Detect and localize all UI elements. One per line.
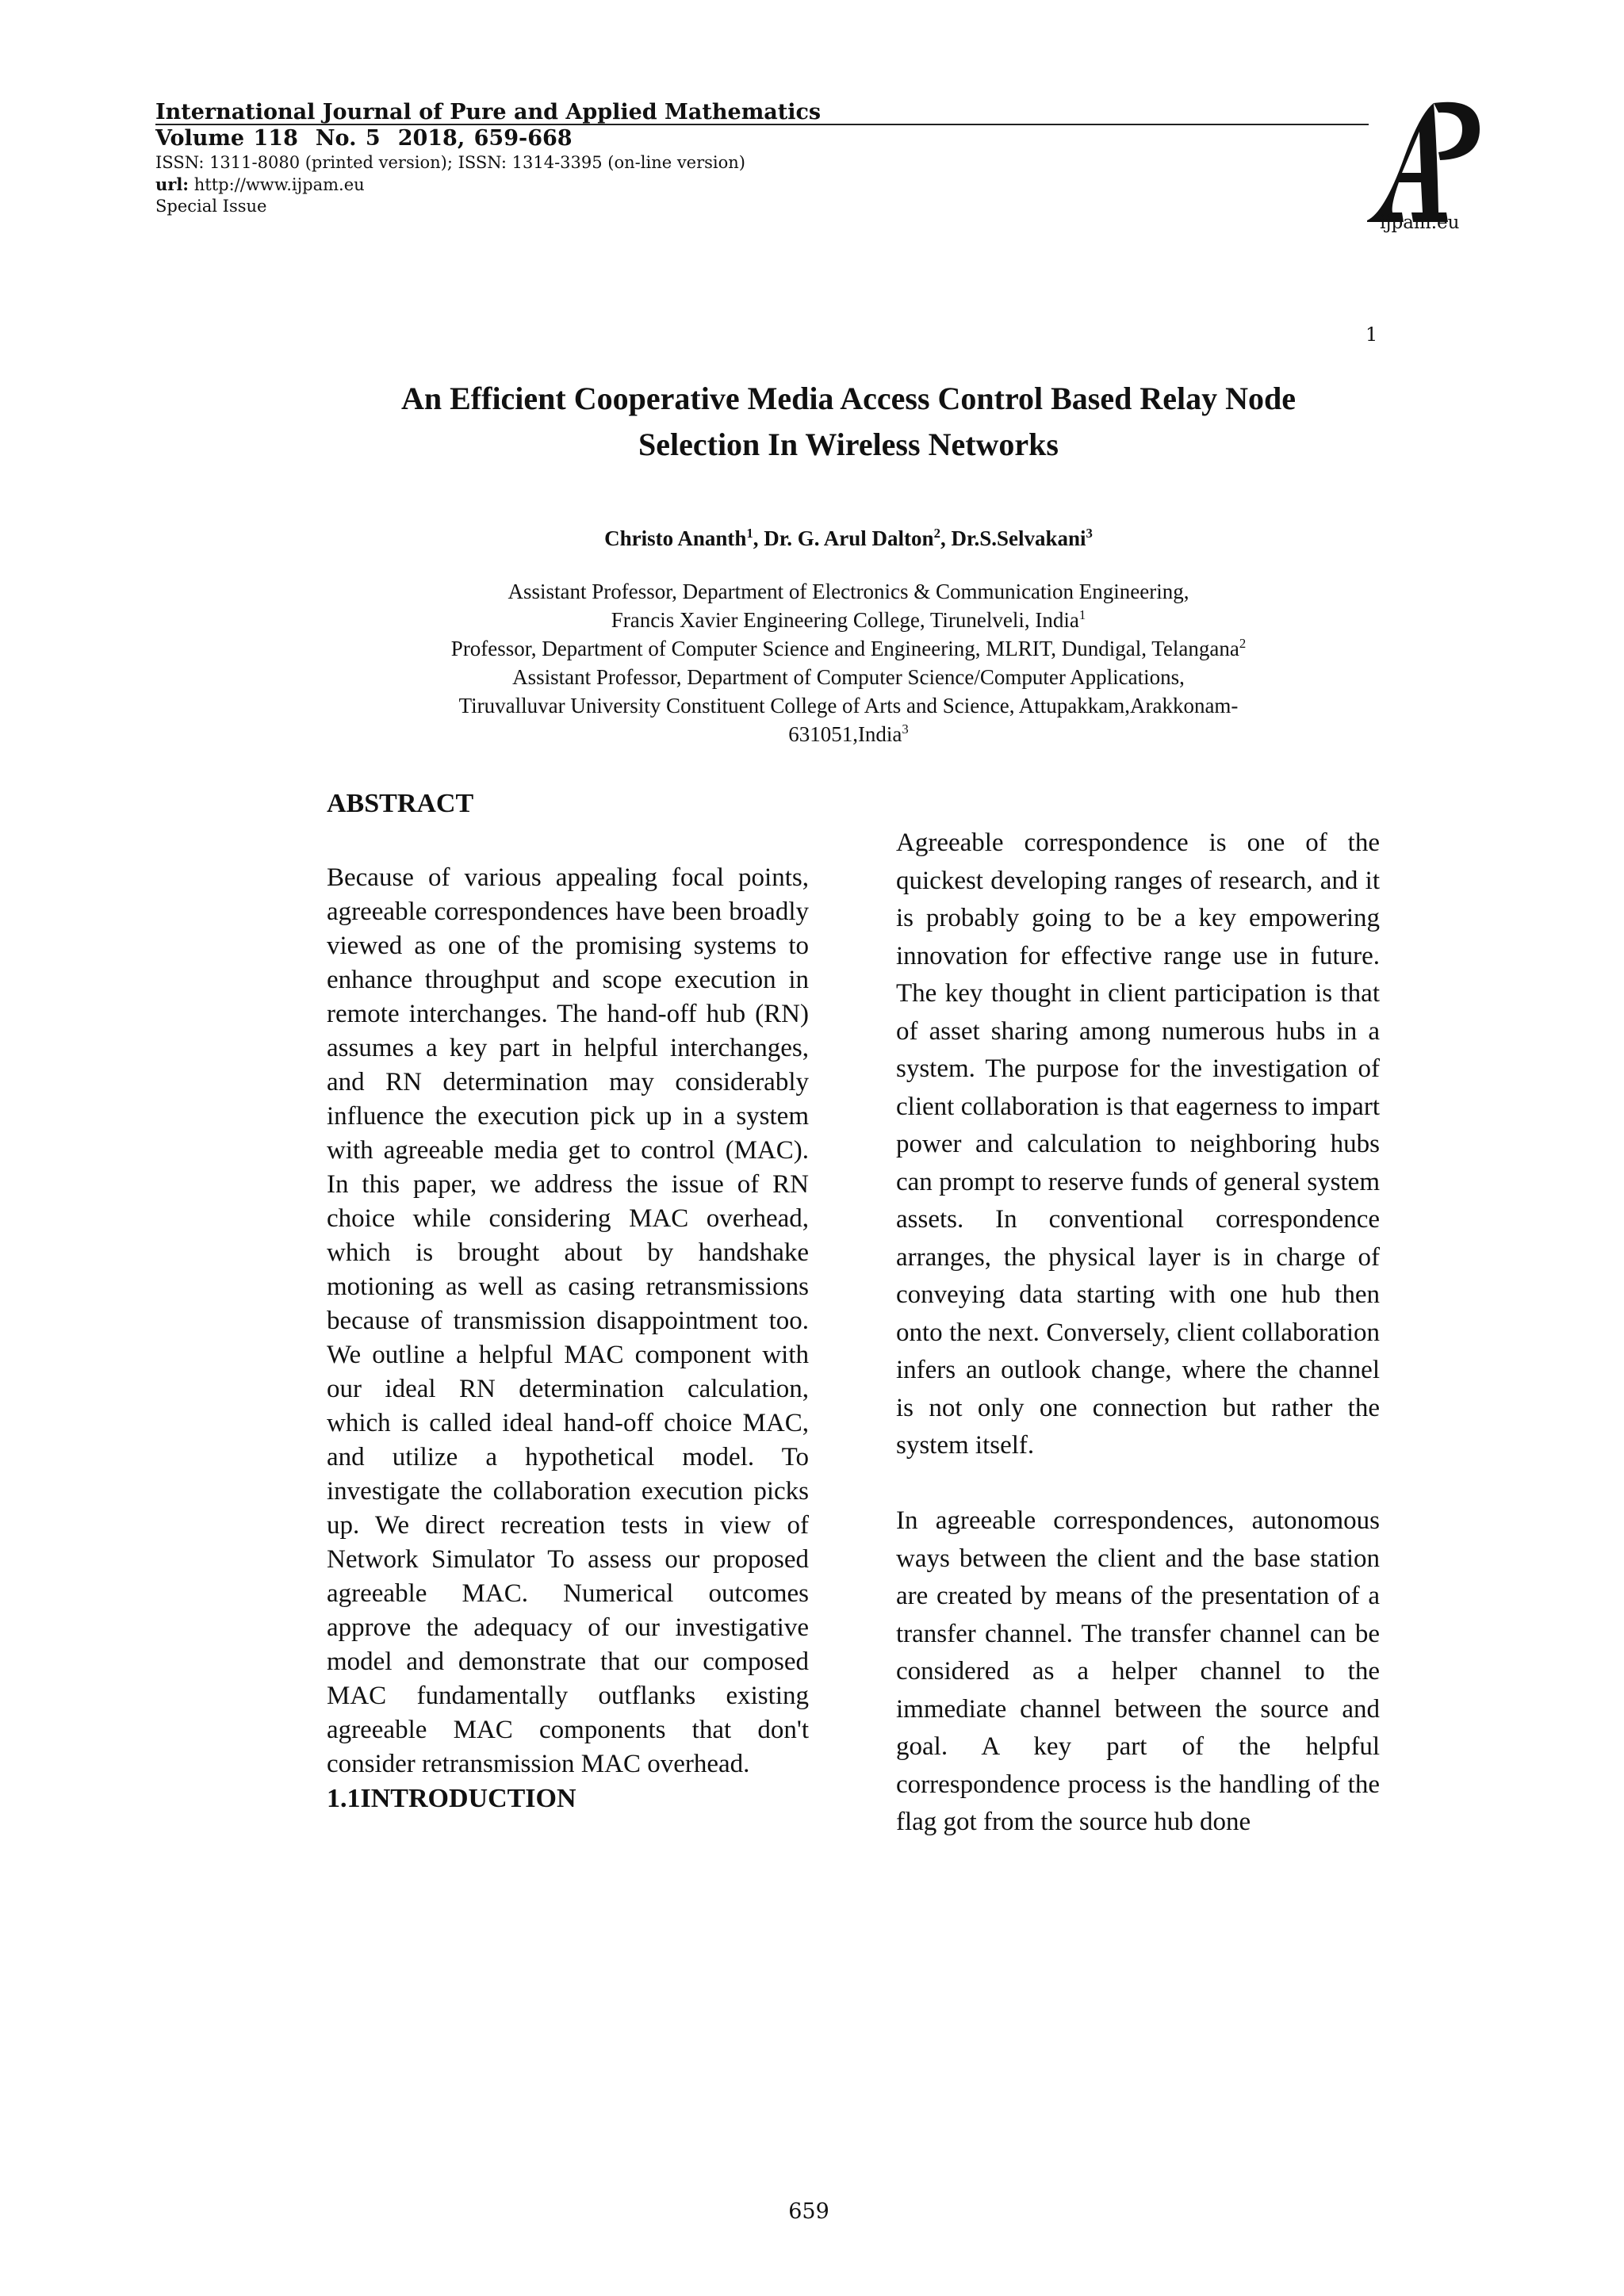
right-column bbox=[896, 825, 1380, 1842]
journal-volume-line bbox=[155, 125, 1361, 152]
affiliation-text: Francis Xavier Engineering College, Tirunelveli, India bbox=[611, 608, 1079, 632]
author-3: Dr.S.Selvakani bbox=[951, 526, 1086, 550]
title-line-1: An Efficient Cooperative Media Access Control Based Relay Node bbox=[400, 381, 1296, 416]
journal-url-label: url: bbox=[155, 174, 190, 194]
affiliation-line bbox=[238, 720, 1459, 748]
logo-caption: ijpam.eu bbox=[1380, 212, 1460, 233]
author-separator: , bbox=[940, 526, 952, 550]
affiliation-sup: 1 bbox=[1078, 607, 1086, 622]
page-number: 659 bbox=[788, 2199, 829, 2224]
paper-title bbox=[238, 376, 1459, 468]
author-2-sup: 2 bbox=[933, 526, 940, 541]
author-1: Christo Ananth bbox=[604, 526, 747, 550]
abstract-heading: ABSTRACT bbox=[327, 789, 474, 818]
right-paragraph-2: In agreeable correspondences, autonomous ways between the client and the base station are created by means of the presentation of a transfer channel. The transfer channel can be considered as a helper channel to the immediate channel between the source and goal. A key part of the helpful correspondence process is the handling of the flag got from the source hub done bbox=[896, 1506, 1380, 1836]
journal-header bbox=[155, 100, 1361, 217]
left-column bbox=[327, 785, 809, 1816]
journal-number: No. 5 bbox=[315, 126, 381, 151]
affiliation-line bbox=[238, 606, 1459, 634]
journal-volume: Volume 118 bbox=[155, 126, 298, 151]
journal-year-pages: 2018, 659-668 bbox=[397, 126, 573, 151]
affiliation-line: Assistant Professor, Department of Electronics & Communication Engineering, bbox=[508, 580, 1189, 603]
journal-url-line bbox=[155, 174, 1361, 196]
affiliation-line: Tiruvalluvar University Constituent College of Arts and Science, Attupakkam,Arakkonam- bbox=[458, 694, 1239, 718]
author-1-sup: 1 bbox=[746, 526, 753, 541]
author-separator: , bbox=[753, 526, 764, 550]
abstract-text: Because of various appealing focal points, agreeable correspondences have been broadly viewed as one of the promising systems to enhance throughput and scope execution in remote interchanges. The hand-off hub (RN) assumes a key part in helpful interchanges, and RN determination may considerably influence the execution pick up in a system with agreeable media get to control (MAC). In this paper, we address the issue of RN choice while considering MAC overhead, which is brought about by handshake motioning as well as casing retransmissions because of transmission disappointment too. We outline a helpful MAC component with our ideal RN determination calculation, which is called ideal hand-off choice MAC, and utilize a hypothetical model. To investigate the collaboration execution picks up. We direct recreation tests in view of Network Simulator To assess our proposed agreeable MAC. Numerical outcomes approve the adequacy of our investigative model and demonstrate that our composed MAC fundamentally outflanks existing agreeable MAC components that don't consider retransmission MAC overhead. bbox=[327, 863, 809, 1778]
author-2: Dr. G. Arul Dalton bbox=[764, 526, 934, 550]
introduction-heading: 1.1INTRODUCTION bbox=[327, 1784, 576, 1813]
corner-page-number: 1 bbox=[1365, 323, 1378, 346]
journal-issue: Special Issue bbox=[155, 197, 267, 216]
author-3-sup: 3 bbox=[1086, 526, 1093, 541]
journal-name: International Journal of Pure and Applied Mathematics bbox=[155, 100, 822, 124]
author-list bbox=[238, 525, 1459, 552]
affiliation-line bbox=[238, 634, 1459, 663]
journal-url[interactable]: http://www.ijpam.eu bbox=[193, 175, 365, 194]
title-line-2: Selection In Wireless Networks bbox=[638, 427, 1059, 462]
right-paragraph-1: Agreeable correspondence is one of the quickest developing ranges of research, and it is probably going to be a key empowering innovation for effective range use in future. The key thought in client participation is that of asset sharing among numerous hubs in a system. The purpose for the investigation of client collaboration is that eagerness to impart power and calculation to neighboring hubs can prompt to reserve funds of general system assets. In conventional correspondence arranges, the physical layer is in charge of conveying data starting with one hub then onto the next. Conversely, client collaboration infers an outlook change, where the channel is not only one connection but rather the system itself. bbox=[896, 828, 1380, 1460]
affiliation-line: Assistant Professor, Department of Computer Science/Computer Applications, bbox=[512, 665, 1185, 689]
affiliations bbox=[238, 577, 1459, 748]
journal-issn: ISSN: 1311-8080 (printed version); ISSN: 1314-3395 (on-line version) bbox=[155, 153, 746, 172]
affiliation-text: Professor, Department of Computer Science and Engineering, MLRIT, Dundigal, Telangana bbox=[450, 637, 1239, 660]
affiliation-sup: 2 bbox=[1239, 636, 1247, 651]
affiliation-text: 631051,India bbox=[788, 722, 902, 746]
affiliation-sup: 3 bbox=[902, 721, 909, 737]
